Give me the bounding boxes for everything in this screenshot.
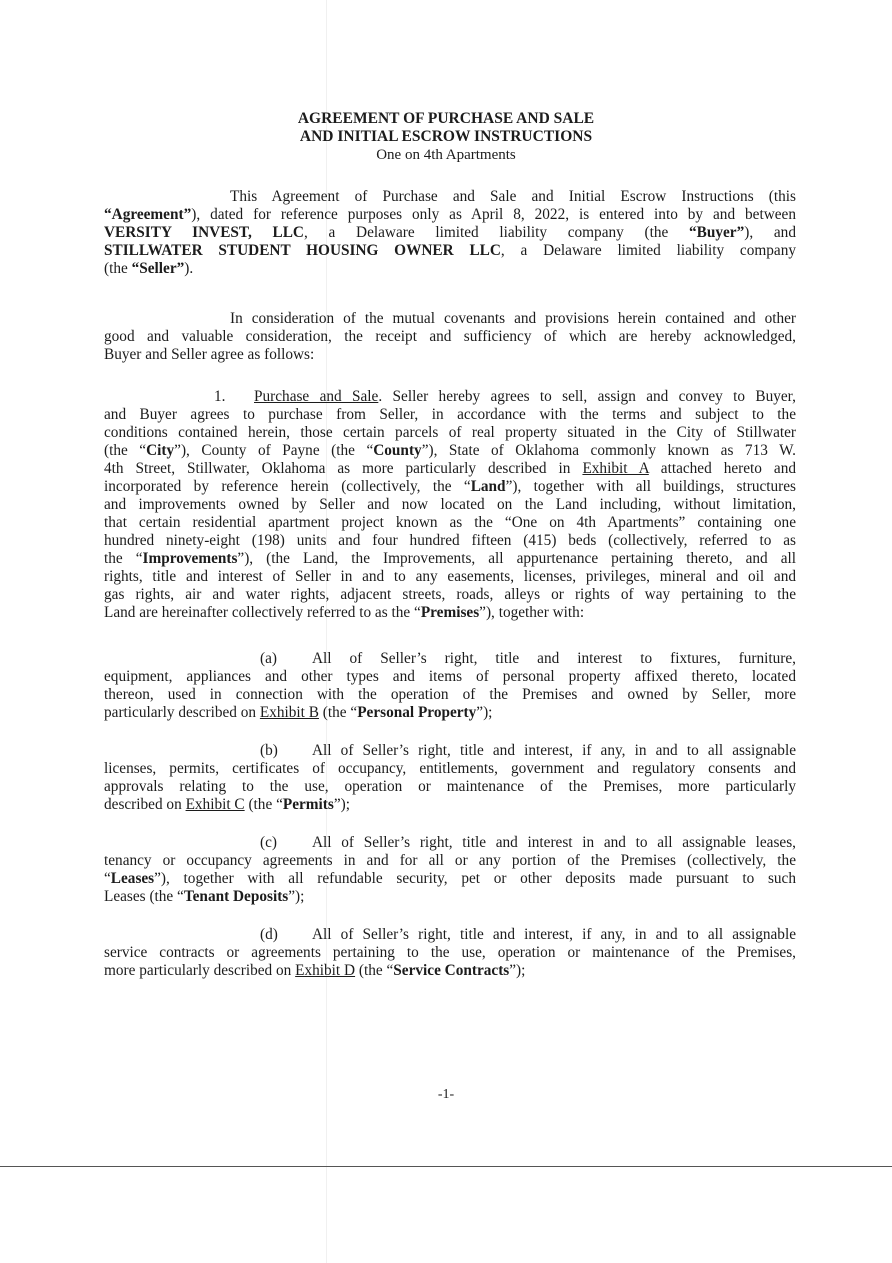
defined-term: Improvements [142, 550, 238, 567]
text-run: described on [104, 796, 186, 813]
text-line [104, 778, 796, 796]
text-run: rights, title and interest of Seller in and to any easements, licenses, privileges, mineral and oil and [104, 568, 796, 585]
text-run: This Agreement of Purchase and Sale and Initial Escrow Instructions (this [230, 188, 796, 205]
defined-term: VERSITY INVEST, LLC [104, 224, 304, 241]
text-run: In consideration of the mutual covenants and provisions herein contained and other [230, 310, 796, 327]
text-run: gas rights, air and water rights, adjacent streets, roads, alleys or rights of way pertaining to the [104, 586, 796, 603]
text-run: ”), together with: [479, 604, 585, 621]
text-run: more particularly described on [104, 962, 296, 979]
defined-term: “Seller” [131, 260, 185, 277]
text-line [104, 260, 796, 278]
text-line [104, 568, 796, 586]
text-run: attached hereto and [648, 460, 797, 477]
text-run: ”), together with all refundable security, pet or other deposits made pursuant to such [154, 870, 796, 887]
text-line [104, 424, 796, 442]
text-run: the “ [104, 550, 143, 567]
text-run: ”); [476, 704, 493, 721]
section-number: (b) [260, 742, 278, 759]
document-subtitle: One on 4th Apartments [376, 147, 516, 163]
text-run: All of Seller’s right, title and interest to fixtures, furniture, [312, 650, 796, 667]
text-run: (the “ [355, 962, 394, 979]
text-run: “ [104, 870, 111, 887]
text-run: (the “ [244, 796, 283, 813]
text-line [104, 668, 796, 686]
subsection-b-permits [104, 742, 796, 814]
text-run: licenses, permits, certificates of occupancy, entitlements, government and regulatory consents and [104, 760, 796, 777]
text-line [104, 888, 796, 906]
underlined-reference: Purchase and Sale [254, 388, 379, 405]
defined-term: Tenant Deposits [183, 888, 289, 905]
text-run: 4th Street, Stillwater, Oklahoma as more particularly described in [104, 460, 583, 477]
text-line [104, 650, 796, 668]
defined-term: Personal Property [357, 704, 477, 721]
defined-term: “Agreement” [104, 206, 192, 223]
text-run: incorporated by reference herein (collectively, the “ [104, 478, 471, 495]
section-1-purchase-and-sale [104, 388, 796, 622]
text-run: ”); [288, 888, 305, 905]
text-run: (the “ [318, 704, 358, 721]
paragraph-preamble [104, 188, 796, 278]
title-line-1: AGREEMENT OF PURCHASE AND SALE [297, 110, 595, 127]
text-run: thereon, used in connection with the operation of the Premises and owned by Seller, more [104, 686, 796, 703]
text-run: and improvements owned by Seller and now located on the Land including, without limitation, [104, 496, 796, 513]
text-run: Leases (the “ [104, 888, 184, 905]
section-number: (d) [260, 926, 278, 943]
text-line [104, 550, 796, 568]
document-body [104, 188, 796, 980]
defined-term: Leases [110, 870, 155, 887]
text-line [104, 442, 796, 460]
text-run: All of Seller’s right, title and interest in and to all assignable leases, [312, 834, 796, 851]
text-line [104, 496, 796, 514]
text-line [104, 406, 796, 424]
text-run: All of Seller’s right, title and interest, if any, in and to all assignable [312, 742, 796, 759]
text-run: ), and [744, 224, 796, 241]
text-line [104, 926, 796, 944]
section-number: (a) [260, 650, 277, 667]
underlined-reference: Exhibit A [582, 460, 649, 477]
text-run: Buyer and Seller agree as follows: [104, 346, 315, 363]
paragraph-consideration [104, 310, 796, 364]
text-line [104, 346, 796, 364]
text-line [104, 962, 796, 980]
text-line [104, 388, 796, 406]
defined-term: Premises [420, 604, 480, 621]
text-line [104, 704, 796, 722]
text-line [104, 834, 796, 852]
page-number: -1- [437, 1087, 455, 1102]
subsection-a-personal-property [104, 650, 796, 722]
text-run: . Seller hereby agrees to sell, assign and convey to Buyer, [378, 388, 796, 405]
text-run: equipment, appliances and other types and items of personal property affixed thereto, located [104, 668, 796, 685]
text-run: that certain residential apartment project known as the “One on 4th Apartments” containing one [104, 514, 796, 531]
text-line [104, 686, 796, 704]
text-line [104, 532, 796, 550]
defined-term: City [146, 442, 175, 459]
text-line [104, 224, 796, 242]
text-line [104, 188, 796, 206]
text-line [104, 478, 796, 496]
text-run: ”), (the Land, the Improvements, all appurtenance pertaining thereto, and all [237, 550, 796, 567]
underlined-reference: Exhibit D [295, 962, 356, 979]
page-edge-line [0, 1166, 892, 1167]
defined-term: County [373, 442, 422, 459]
document-title [0, 110, 892, 164]
text-run: tenancy or occupancy agreements in and for all or any portion of the Premises (collectively, the [104, 852, 796, 869]
defined-term: “Buyer” [689, 224, 745, 241]
text-run: ”); [333, 796, 350, 813]
text-run: (the “ [104, 442, 147, 459]
text-line [104, 870, 796, 888]
text-run: , a Delaware limited liability company [500, 242, 797, 259]
text-line [104, 310, 796, 328]
text-run: approvals relating to the use, operation or maintenance of the Premises, more particularly [104, 778, 796, 795]
text-run: and Buyer agrees to purchase from Seller, in accordance with the terms and subject to the [104, 406, 796, 423]
defined-term: Land [470, 478, 506, 495]
text-run: ”), County of Payne (the “ [174, 442, 374, 459]
text-line [104, 514, 796, 532]
text-line [104, 796, 796, 814]
text-line [104, 586, 796, 604]
text-run: (the [104, 260, 132, 277]
text-run: hundred ninety-eight (198) units and four hundred fifteen (415) beds (collectively, referred to as [104, 532, 796, 549]
text-line [104, 944, 796, 962]
text-line [104, 742, 796, 760]
text-run: conditions contained herein, those certain parcels of real property situated in the City of Stillwater [104, 424, 796, 441]
text-run: ”), State of Oklahoma commonly known as 713 W. [421, 442, 796, 459]
section-number: 1. [214, 388, 226, 405]
subsection-c-leases [104, 834, 796, 906]
defined-term: Service Contracts [393, 962, 510, 979]
text-run: particularly described on [104, 704, 260, 721]
underlined-reference: Exhibit C [185, 796, 245, 813]
text-run: ”); [509, 962, 526, 979]
text-run: ”), together with all buildings, structures [505, 478, 796, 495]
text-line [104, 206, 796, 224]
text-line [104, 328, 796, 346]
subsection-d-service-contracts [104, 926, 796, 980]
text-line [104, 852, 796, 870]
text-run: good and valuable consideration, the receipt and sufficiency of which are hereby acknowledged, [104, 328, 796, 345]
text-run: ). [184, 260, 194, 277]
text-run: Land are hereinafter collectively referred to as the “ [104, 604, 421, 621]
defined-term: Permits [282, 796, 334, 813]
title-line-2: AND INITIAL ESCROW INSTRUCTIONS [299, 128, 593, 145]
section-number: (c) [260, 834, 277, 851]
text-line [104, 242, 796, 260]
text-line [104, 604, 796, 622]
text-run: All of Seller’s right, title and interest, if any, in and to all assignable [312, 926, 796, 943]
text-line [104, 760, 796, 778]
text-run: service contracts or agreements pertaining to the use, operation or maintenance of the Premises, [104, 944, 796, 961]
underlined-reference: Exhibit B [259, 704, 319, 721]
text-line [104, 460, 796, 478]
text-run: ), dated for reference purposes only as April 8, 2022, is entered into by and between [191, 206, 796, 223]
text-run: , a Delaware limited liability company (the [303, 224, 689, 241]
defined-term: STILLWATER STUDENT HOUSING OWNER LLC [104, 242, 501, 259]
